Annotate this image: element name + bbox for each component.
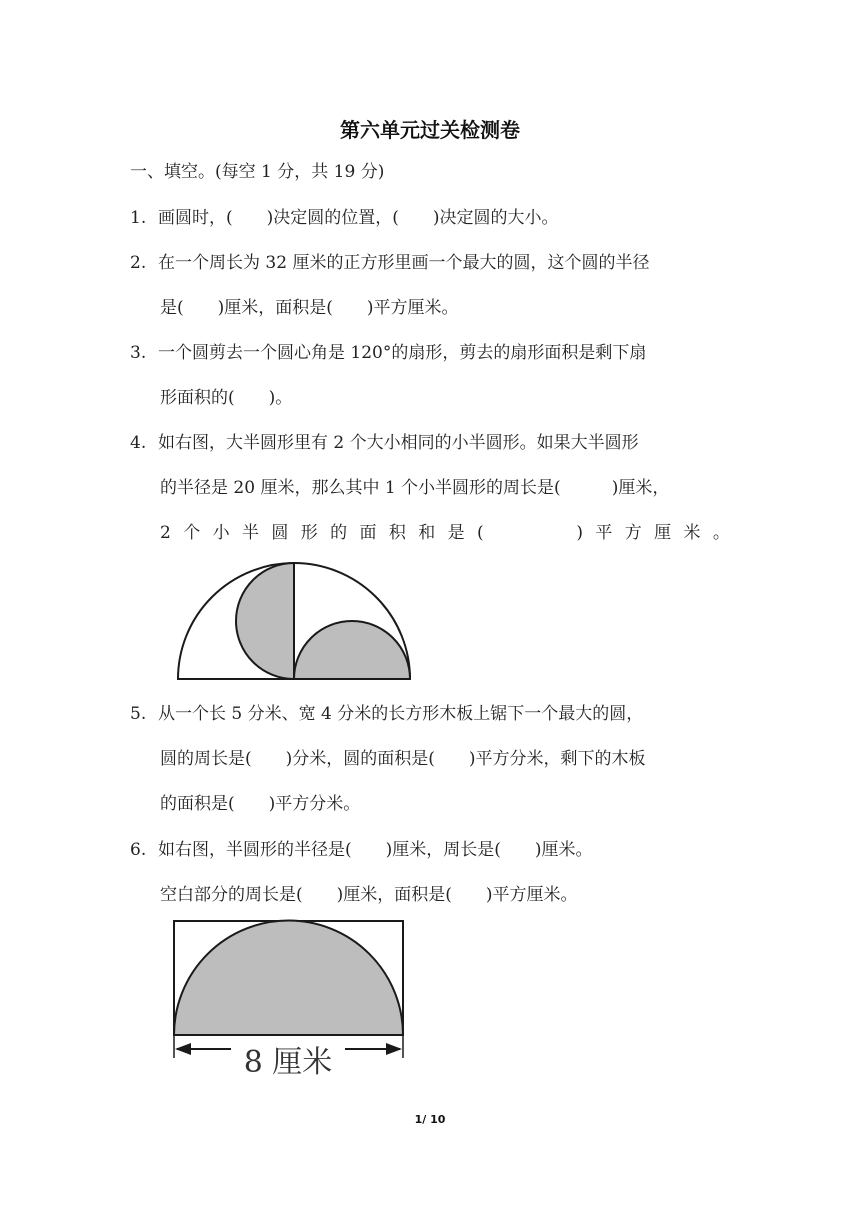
text-token: 和 (418, 523, 436, 543)
text-token: 小 (212, 523, 230, 543)
text-token: ) (576, 523, 583, 543)
text-token: 厘 (654, 523, 672, 543)
question-text: 在一个周长为 32 厘米的正方形里画一个最大的圆，这个圆的半径 (158, 253, 650, 273)
question-text: 一个圆剪去一个圆心角是 120°的扇形，剪去的扇形面积是剩下扇 (158, 343, 647, 363)
question-text-continued: 的半径是 20 厘米，那么其中 1 个小半圆形的周长是( )厘米， (160, 478, 670, 498)
answer-blank (496, 521, 564, 545)
question-number: 5. (130, 704, 147, 724)
text-token: 方 (624, 523, 642, 543)
text-token: 圆 (271, 523, 289, 543)
question-number: 1. (130, 208, 147, 228)
question-text-continued: 是( )厘米，面积是( )平方厘米。 (160, 298, 459, 318)
question-text-continued: 的面积是( )平方分米。 (160, 794, 361, 814)
question-number: 4. (130, 433, 147, 453)
question-text-continued: 形面积的( )。 (160, 388, 293, 408)
page-title: 第六单元过关检测卷 (340, 118, 520, 142)
text-token: 2 (160, 523, 171, 543)
arrow-right-icon (386, 1043, 402, 1055)
question-number: 3. (130, 343, 147, 363)
text-token: 形 (300, 523, 318, 543)
text-token: 个 (183, 523, 201, 543)
semicircle-figure (170, 555, 420, 690)
text-token: 的 (330, 523, 348, 543)
question-text: 如右图，半圆形的半径是( )厘米，周长是( )厘米。 (158, 840, 593, 860)
text-token: 平 (595, 523, 613, 543)
page-number: 1/ 10 (414, 1113, 446, 1126)
text-token: 面 (359, 523, 377, 543)
question-text: 画圆时，( )决定圆的位置，( )决定圆的大小。 (158, 208, 559, 228)
text-token: 半 (241, 523, 259, 543)
rectangle-semicircle-figure (165, 912, 415, 1084)
question-number: 6. (130, 840, 147, 860)
text-token: 米 (683, 523, 701, 543)
question-text: 如右图，大半圆形里有 2 个大小相同的小半圆形。如果大半圆形 (158, 433, 639, 453)
text-token: 。 (712, 523, 730, 543)
question-text: 从一个长 5 分米、宽 4 分米的长方形木板上锯下一个最大的圆， (158, 704, 644, 724)
text-token: 积 (388, 523, 406, 543)
section-heading: 一、填空。(每空 1 分，共 19 分) (130, 162, 385, 182)
dimension-label: 8 厘米 (243, 1045, 333, 1080)
text-token: ( (476, 523, 484, 543)
question-text-continued: 空白部分的周长是( )厘米，面积是( )平方厘米。 (160, 885, 578, 905)
text-token: 是 (447, 523, 465, 543)
question-text-spread (160, 521, 730, 545)
arrow-left-icon (175, 1043, 191, 1055)
question-number: 2. (130, 253, 147, 273)
question-text-continued: 圆的周长是( )分米，圆的面积是( )平方分米，剩下的木板 (160, 749, 646, 769)
